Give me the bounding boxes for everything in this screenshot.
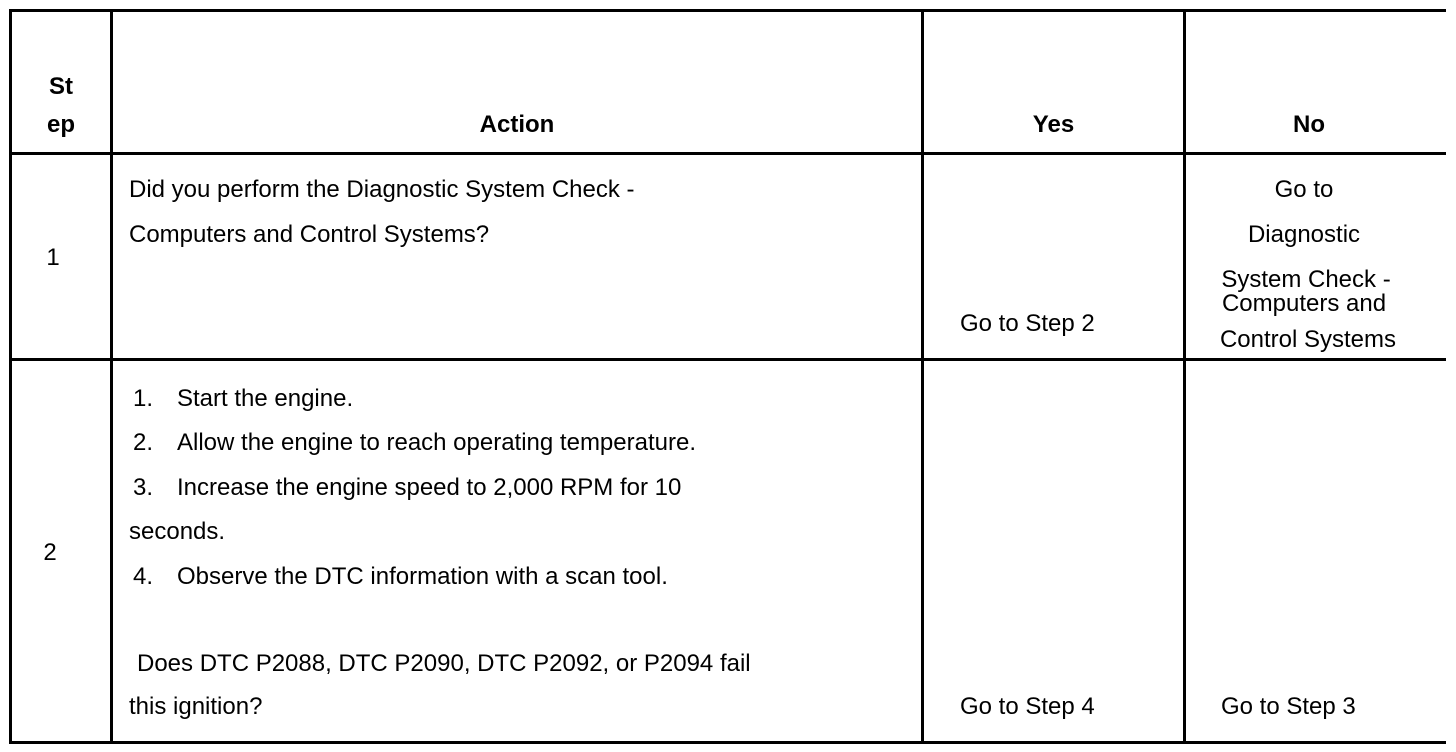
table-bottom-border — [9, 741, 1446, 744]
row1-no-line1[interactable]: Go to — [1274, 176, 1334, 203]
header-no: No — [1293, 111, 1325, 138]
row1-action-line2: Computers and Control Systems? — [129, 221, 490, 248]
row2-question-line1: Does DTC P2088, DTC P2090, DTC P2092, or P2094 fail — [137, 650, 751, 677]
row2-yes-link[interactable]: Go to Step 4 — [960, 693, 1095, 720]
row-divider — [9, 358, 1446, 361]
row1-action-line1: Did you perform the Diagnostic System Check - — [129, 176, 635, 203]
row2-substep3-text: Increase the engine speed to 2,000 RPM for 10 — [177, 474, 682, 501]
row1-no-line5[interactable]: Control Systems — [1219, 326, 1397, 353]
header-action: Action — [479, 111, 555, 138]
row1-no-line2[interactable]: Diagnostic — [1247, 221, 1361, 248]
row1-yes-link[interactable]: Go to Step 2 — [960, 310, 1095, 337]
row2-step-number: 2 — [43, 539, 57, 566]
row1-step-number: 1 — [46, 244, 60, 271]
row2-substep1-text: Start the engine. — [177, 385, 354, 412]
row1-no-line4[interactable]: Computers and — [1221, 290, 1387, 317]
header-row-divider — [9, 152, 1446, 155]
row2-substep3-continuation: seconds. — [129, 518, 226, 545]
table-top-border — [9, 9, 1446, 12]
row2-no-link[interactable]: Go to Step 3 — [1221, 693, 1356, 720]
header-yes: Yes — [1032, 111, 1075, 138]
row2-substep3-number: 3. — [133, 474, 154, 501]
row2-substep1-number: 1. — [133, 385, 154, 412]
row2-substep4-text: Observe the DTC information with a scan tool. — [177, 563, 668, 590]
row2-substep2-number: 2. — [133, 429, 154, 456]
row1-no-line3[interactable]: System Check - — [1221, 266, 1391, 293]
row2-question-line2: this ignition? — [129, 693, 263, 720]
header-step-line1: St — [49, 73, 73, 100]
row2-substep4-number: 4. — [133, 563, 154, 590]
row2-substep2-text: Allow the engine to reach operating temperature. — [177, 429, 696, 456]
header-step-line2: ep — [46, 111, 75, 138]
